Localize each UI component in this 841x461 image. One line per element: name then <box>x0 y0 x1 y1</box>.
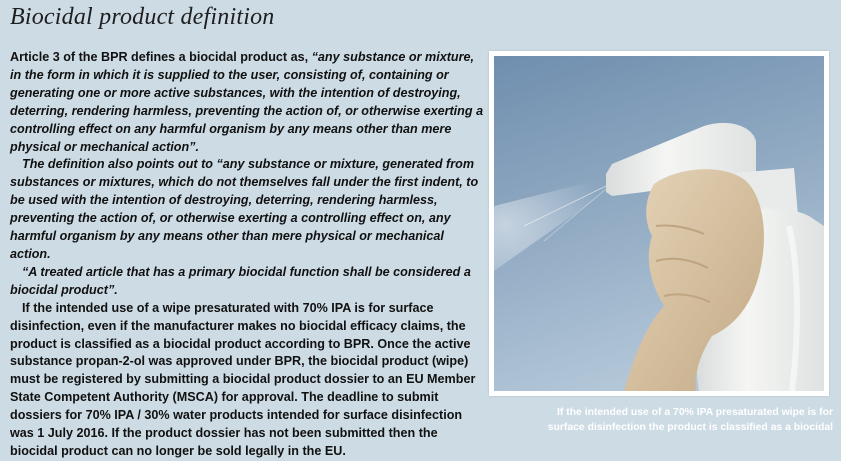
spray-bottle-photo <box>494 56 824 391</box>
paragraph-lead: Article 3 of the BPR defines a biocidal product as, <box>10 50 312 64</box>
paragraph-ipa-wipe: If the intended use of a wipe presaturated with 70% IPA is for surface disinfection, even if the manufacturer makes no biocidal efficacy claims, the product is classified as a biocidal product according to BPR. Once the active substance propan-2-ol was approved under BPR, the biocidal product (wipe) must be registered by submitting a biocidal product dossier to an EU Member State Competent Authority (MSCA) for approval. The deadline to submit dossiers for 70% IPA / 30% water products intended for surface disinfection was 1 July 2016. If the product dossier has not been submitted then the biocidal product can no longer be sold legally in the EU. <box>10 300 476 458</box>
photo-caption <box>489 405 833 435</box>
caption-line-1: If the intended use of a 70% IPA presaturated wipe is for <box>557 407 833 418</box>
definition-extension-quote: The definition also points out to “any substance or mixture, generated from substances or mixtures, which do not themselves fall under the first indent, to be used with the intention of destroying, deterring, rendering harmless, preventing the action of, or otherwise exerting a controlling effect on, any harmful organism by any means other than mere physical or mechanical action. <box>10 157 479 261</box>
treated-article-quote: “A treated article that has a primary biocidal function shall be considered a biocidal product”. <box>10 264 471 297</box>
paragraph-definition <box>10 49 486 156</box>
page-title: Biocidal product definition <box>10 4 275 30</box>
article-body <box>10 49 486 461</box>
definition-quote: “any substance or mixture, in the form in which it is supplied to the user, consisting of, containing or generating one or more active substances, with the intention of destroying, deterring, rendering harmless, preventing the action of, or otherwise exerting a controlling effect on any harmful organism by any means other than mere physical or mechanical action”. <box>10 50 484 154</box>
caption-line-2: surface disinfection the product is classified as a biocidal <box>547 422 833 433</box>
paragraph-definition-extension <box>10 156 486 263</box>
paragraph-treated-article <box>10 264 486 300</box>
photo-frame <box>489 51 829 396</box>
